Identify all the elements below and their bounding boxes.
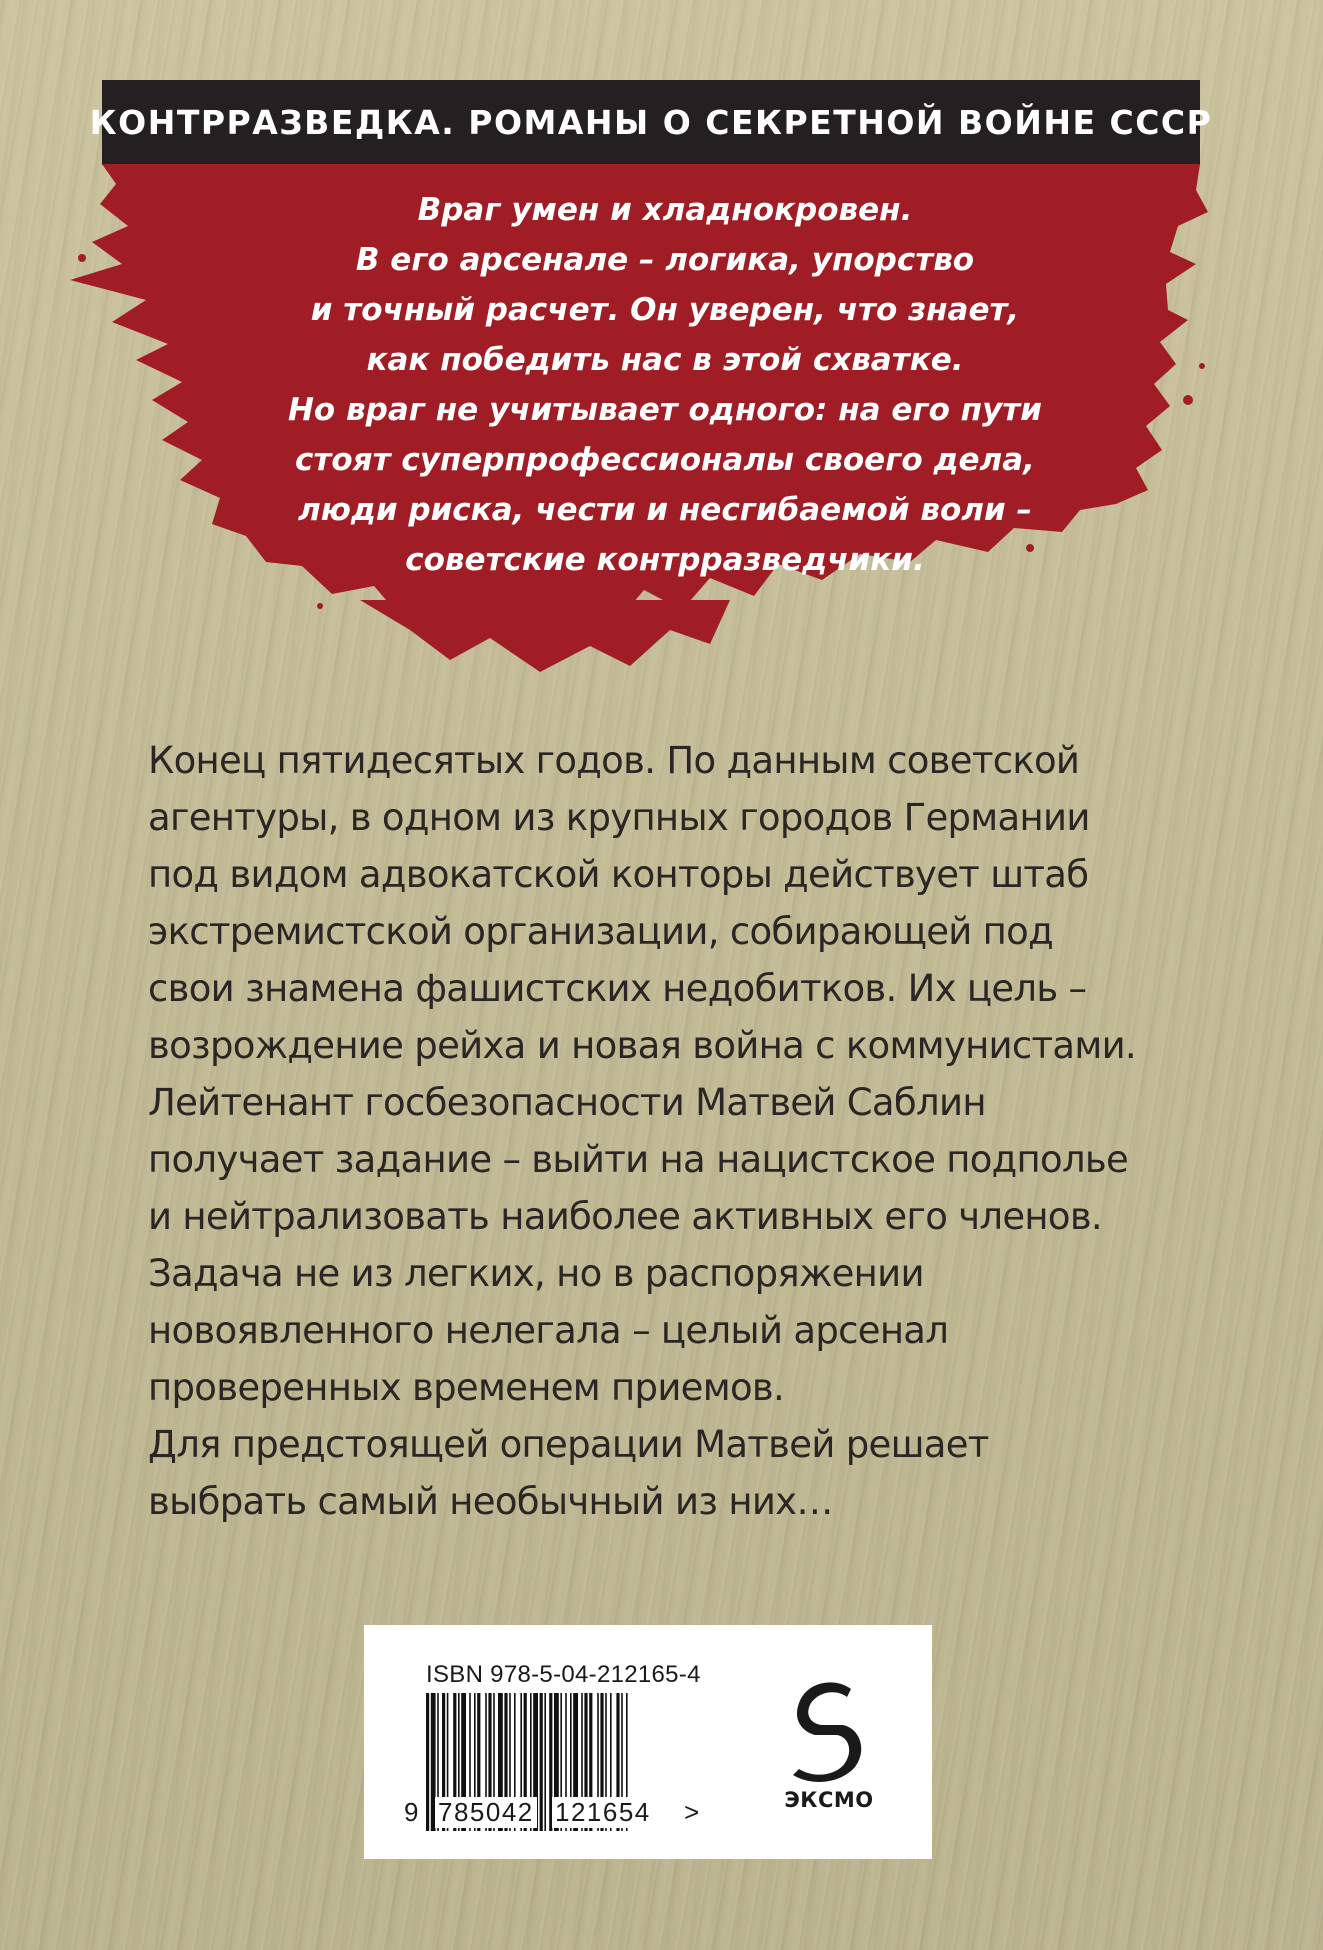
- barcode-digit-first: 9: [404, 1797, 419, 1827]
- barcode-digits: [402, 1797, 702, 1831]
- description-line: Лейтенант госбезопасности Матвей Саблин: [148, 1081, 986, 1124]
- barcode-panel: [364, 1625, 932, 1859]
- barcode-quiet-zone-arrow: >: [684, 1797, 700, 1827]
- series-title: КОНТРРАЗВЕДКА. РОМАНЫ О СЕКРЕТНОЙ ВОЙНЕ СССР: [89, 103, 1213, 142]
- description-line: под видом адвокатской конторы действует штаб: [148, 853, 1089, 896]
- description-line: возрождение рейха и новая война с коммунистами.: [148, 1024, 1136, 1067]
- description-line: Конец пятидесятых годов. По данным советской: [148, 739, 1080, 782]
- isbn-label: ISBN 978-5-04-212165-4: [426, 1661, 701, 1688]
- tagline-block: [150, 185, 1180, 585]
- tagline-line: советские контрразведчики.: [405, 542, 925, 578]
- book-description: [148, 732, 1208, 1530]
- publisher-name: ЭКСМО: [784, 1788, 874, 1812]
- eksmo-logo-icon: [789, 1675, 869, 1783]
- description-line: Задача не из легких, но в распоряжении: [148, 1252, 924, 1295]
- tagline-line: как победить нас в этой схватке.: [366, 342, 964, 378]
- description-line: экстремистской организации, собирающей под: [148, 910, 1053, 953]
- description-line: агентуры, в одном из крупных городов Германии: [148, 796, 1090, 839]
- barcode-digits-left: 785042: [435, 1797, 537, 1828]
- description-line: получает задание – выйти на нацистское подполье: [148, 1138, 1129, 1181]
- tagline-line: и точный расчет. Он уверен, что знает,: [310, 292, 1020, 328]
- tagline-line: Но враг не учитывает одного: на его пути: [287, 392, 1042, 428]
- barcode-digits-right: 121654: [552, 1797, 654, 1828]
- description-line: Для предстоящей операции Матвей решает: [148, 1423, 989, 1466]
- tagline-line: люди риска, чести и несгибаемой воли –: [298, 492, 1032, 528]
- description-line: свои знамена фашистских недобитков. Их цель –: [148, 967, 1087, 1010]
- description-line: новоявленного нелегала – целый арсенал: [148, 1309, 949, 1352]
- tagline-line: Враг умен и хладнокровен.: [417, 192, 913, 228]
- tagline-line: стоят суперпрофессионалы своего дела,: [295, 442, 1035, 478]
- description-line: выбрать самый необычный из них…: [148, 1480, 833, 1523]
- description-line: и нейтрализовать наиболее активных его членов.: [148, 1195, 1102, 1238]
- tagline-line: В его арсенале – логика, упорство: [355, 242, 975, 278]
- description-line: проверенных временем приемов.: [148, 1366, 785, 1409]
- series-title-bar: [89, 80, 1213, 165]
